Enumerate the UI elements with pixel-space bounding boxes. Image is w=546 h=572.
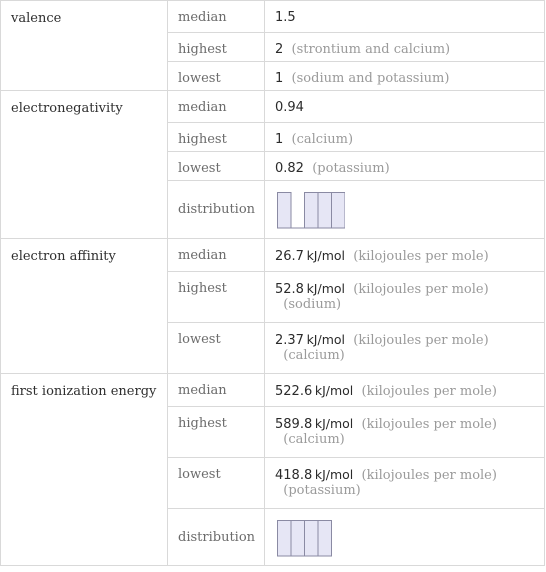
- distribution-cell: [265, 181, 545, 239]
- stat-label: highest: [168, 272, 265, 323]
- value-number: 26.7: [275, 249, 304, 264]
- stat-label: highest: [168, 123, 265, 152]
- stat-label: lowest: [168, 152, 265, 181]
- stat-label: lowest: [168, 323, 265, 374]
- value-note: (potassium): [312, 161, 390, 176]
- table-row: [1, 91, 545, 123]
- distribution-bar: [318, 520, 332, 556]
- value-number: 2: [275, 42, 284, 57]
- value-number: 589.8: [275, 417, 313, 432]
- table-row: [1, 374, 545, 407]
- property-label: first ionization energy: [1, 374, 168, 566]
- distribution-bar: [305, 193, 319, 229]
- value-note-secondary: (sodium): [283, 297, 342, 312]
- stat-value: [265, 1, 545, 33]
- stat-label: distribution: [168, 509, 265, 566]
- value-number: 52.8: [275, 282, 304, 297]
- value-note: (kilojoules per mole): [353, 249, 489, 264]
- value-number: 418.8: [275, 468, 313, 483]
- stat-value: [265, 374, 545, 407]
- value-unit: kJ/mol: [306, 332, 345, 347]
- stat-label: median: [168, 1, 265, 33]
- value-note-secondary: (potassium): [283, 483, 361, 498]
- value-note: (sodium and potassium): [291, 71, 450, 86]
- stat-value: [265, 152, 545, 181]
- stat-label: highest: [168, 407, 265, 458]
- value-note-secondary: (calcium): [283, 432, 345, 447]
- value-number: 1.5: [275, 10, 296, 25]
- value-unit: kJ/mol: [306, 281, 345, 296]
- stat-value: [265, 458, 545, 509]
- value-note: (strontium and calcium): [291, 42, 451, 57]
- stat-value: [265, 123, 545, 152]
- distribution-histogram: [275, 190, 345, 230]
- distribution-histogram: [275, 518, 345, 558]
- stat-label: median: [168, 91, 265, 123]
- value-number: 1: [275, 71, 284, 86]
- property-label: valence: [1, 1, 168, 91]
- value-unit: kJ/mol: [314, 467, 354, 482]
- property-label: electron affinity: [1, 239, 168, 374]
- value-note: (kilojoules per mole): [353, 282, 489, 297]
- value-unit: kJ/mol: [306, 248, 345, 263]
- table-row: [1, 1, 545, 33]
- stat-value: [265, 407, 545, 458]
- value-unit: kJ/mol: [314, 383, 354, 398]
- distribution-bar: [305, 520, 319, 556]
- stat-value: [265, 239, 545, 272]
- stat-value: [265, 272, 545, 323]
- stat-label: lowest: [168, 458, 265, 509]
- stat-value: [265, 91, 545, 123]
- value-number: 0.82: [275, 161, 304, 176]
- value-note-secondary: (calcium): [283, 348, 345, 363]
- stat-label: median: [168, 374, 265, 407]
- distribution-bar: [291, 520, 305, 556]
- stat-label: median: [168, 239, 265, 272]
- property-label: electronegativity: [1, 91, 168, 239]
- value-number: 2.37: [275, 333, 304, 348]
- stat-label: highest: [168, 33, 265, 62]
- value-number: 0.94: [275, 100, 304, 115]
- value-note: (calcium): [291, 132, 354, 147]
- distribution-bar: [332, 193, 346, 229]
- value-note: (kilojoules per mole): [361, 468, 497, 483]
- stat-value: [265, 33, 545, 62]
- stat-label: lowest: [168, 62, 265, 91]
- stat-value: [265, 62, 545, 91]
- value-note: (kilojoules per mole): [361, 417, 497, 432]
- stat-label: distribution: [168, 181, 265, 239]
- distribution-bar: [318, 193, 332, 229]
- distribution-bar: [278, 520, 292, 556]
- distribution-cell: [265, 509, 545, 566]
- stat-value: [265, 323, 545, 374]
- value-number: 522.6: [275, 384, 313, 399]
- distribution-bar: [278, 193, 292, 229]
- value-unit: kJ/mol: [314, 416, 354, 431]
- table-row: [1, 239, 545, 272]
- value-number: 1: [275, 132, 284, 147]
- value-note: (kilojoules per mole): [361, 384, 497, 399]
- value-note: (kilojoules per mole): [353, 333, 489, 348]
